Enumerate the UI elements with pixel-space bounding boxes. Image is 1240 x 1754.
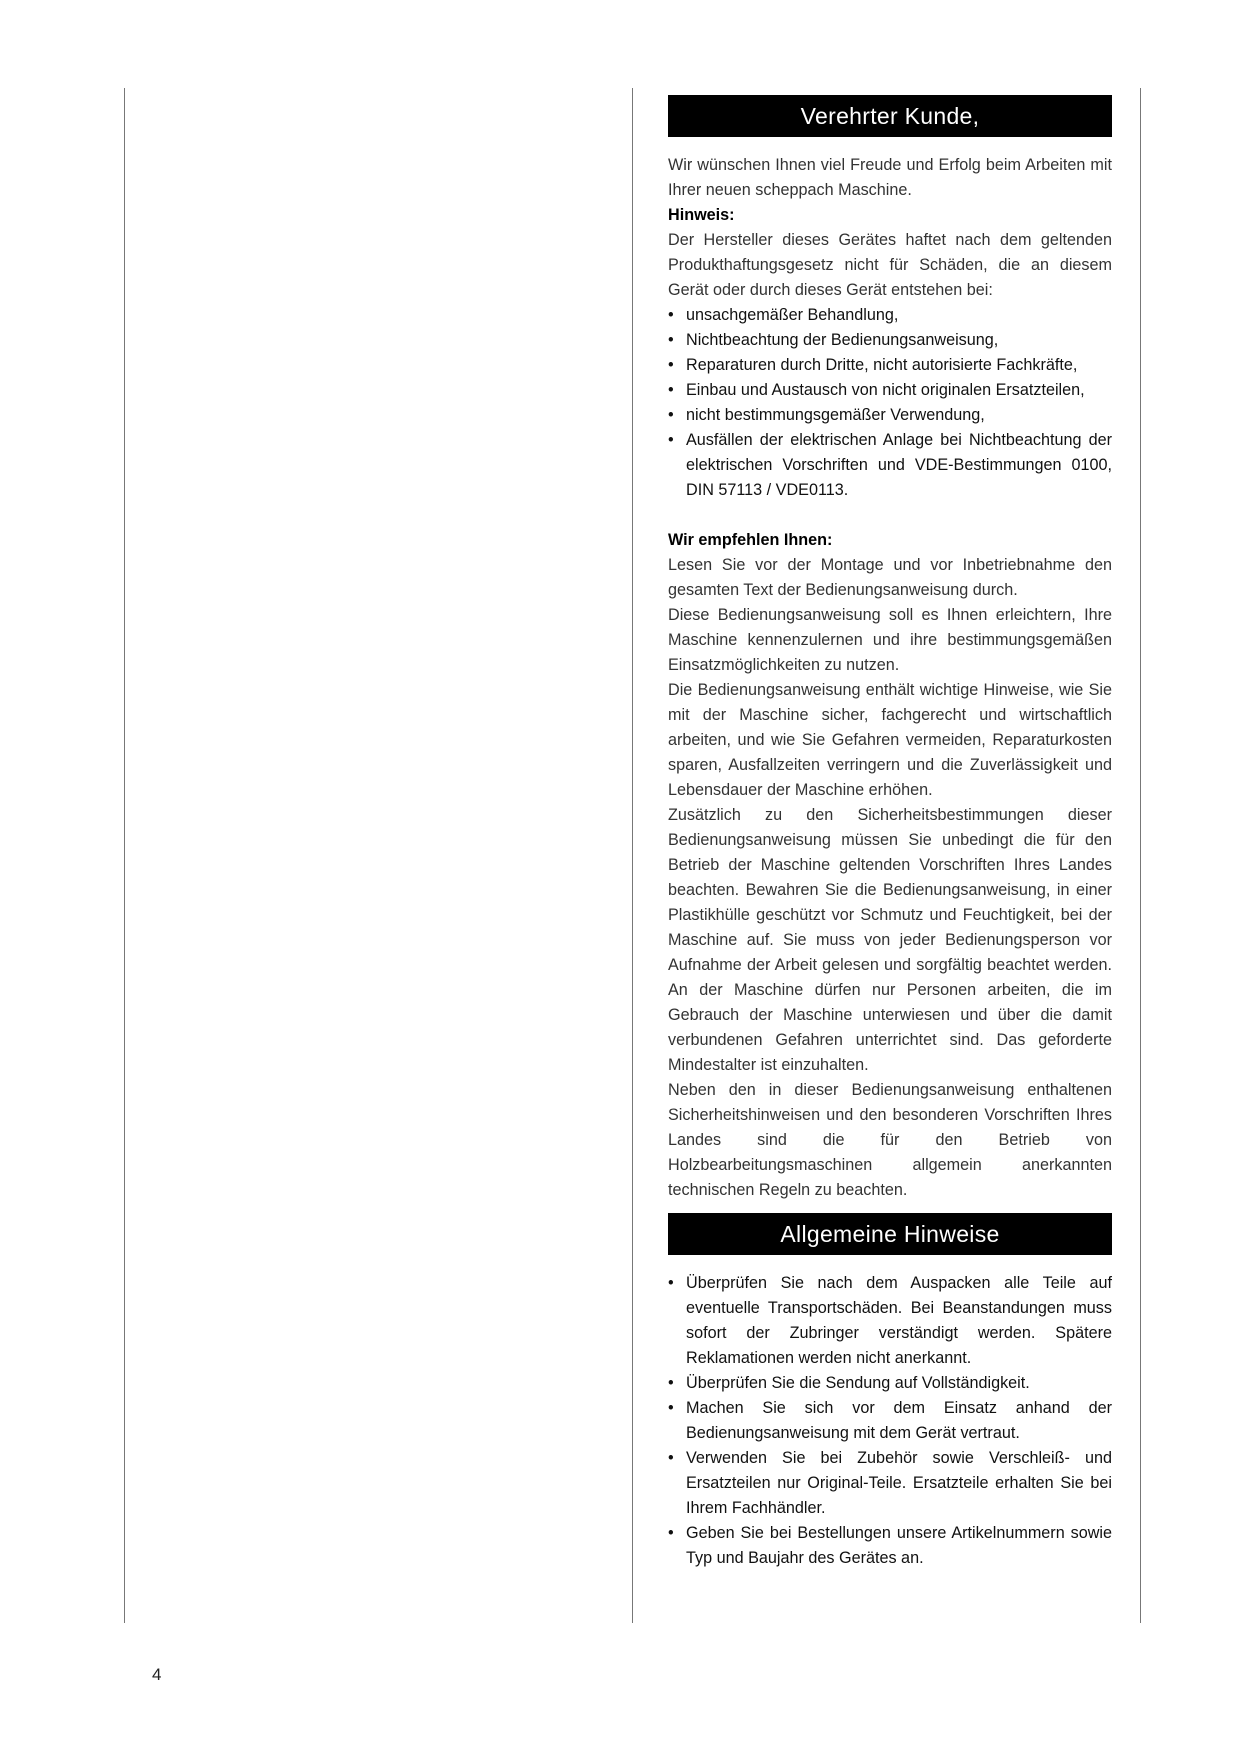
section2-body	[668, 1271, 1112, 1571]
intro-text: Wir wünschen Ihnen viel Freude und Erfolg beim Arbeiten mit Ihrer neuen scheppach Maschine.	[668, 156, 1112, 199]
recommend-heading: Wir empfehlen Ihnen:	[668, 531, 833, 549]
list-item: • Geben Sie bei Bestellungen unsere Artikelnummern sowie Typ und Baujahr des Gerätes an.	[668, 1521, 1112, 1571]
list-item: • Ausfällen der elektrischen Anlage bei Nichtbeachtung der elektrischen Vorschriften und VDE-Bestimmungen 0100, DIN 57113 / VDE0113.	[668, 428, 1112, 503]
list-item: • nicht bestimmungsgemäßer Verwendung,	[668, 403, 1112, 428]
right-column-rule	[1140, 88, 1141, 1623]
list-item: • unsachgemäßer Behandlung,	[668, 303, 1112, 328]
section1-body	[668, 153, 1112, 1203]
liability-list	[668, 303, 1112, 503]
list-item: • Machen Sie sich vor dem Einsatz anhand der Bedienungsanweisung mit dem Gerät vertraut.	[668, 1396, 1112, 1446]
paragraph: Zusätzlich zu den Sicherheitsbestimmungen dieser Bedienungsanweisung müssen Sie unbedingt die für den Betrieb der Maschine geltenden Vorschriften Ihres Landes beachten. Bewahren Sie die Bedienungsanweisung, in einer Plastikhülle geschützt vor Schmutz und Feuchtigkeit, bei der Maschine auf. Sie muss von jeder Bedienungsperson vor Aufnahme der Arbeit gelesen und sorgfältig beachtet werden. An der Maschine dürfen nur Personen arbeiten, die im Gebrauch der Maschine unterwiesen und über die damit verbundenen Gefahren unterrichtet sind. Das geforderte Mindestalter ist einzuhalten.	[668, 806, 1112, 1074]
general-notes-list	[668, 1271, 1112, 1571]
middle-column-rule	[632, 88, 633, 1623]
list-item: • Reparaturen durch Dritte, nicht autorisierte Fachkräfte,	[668, 353, 1112, 378]
left-column-rule	[124, 88, 125, 1623]
paragraph: Die Bedienungsanweisung enthält wichtige Hinweise, wie Sie mit der Maschine sicher, fachgerecht und wirtschaftlich arbeiten, und wie Sie Gefahren vermeiden, Reparaturkosten sparen, Ausfallzeiten verringern und die Zuverlässigkeit und Lebensdauer der Maschine erhöhen.	[668, 681, 1112, 799]
list-item: • Überprüfen Sie die Sendung auf Vollständigkeit.	[668, 1371, 1112, 1396]
section-title-allgemeine-hinweise: Allgemeine Hinweise	[668, 1213, 1112, 1255]
note-heading: Hinweis:	[668, 206, 735, 224]
note-text: Der Hersteller dieses Gerätes haftet nach dem geltenden Produkthaftungsgesetz nicht für Schäden, die an diesem Gerät oder durch dieses Gerät entstehen bei:	[668, 231, 1112, 299]
list-item: • Überprüfen Sie nach dem Auspacken alle Teile auf eventuelle Transportschäden. Bei Beanstandungen muss sofort der Zubringer verständigt werden. Spätere Reklamationen werden nicht anerkannt.	[668, 1271, 1112, 1371]
paragraph: Diese Bedienungsanweisung soll es Ihnen erleichtern, Ihre Maschine kennenzulernen und ihre bestimmungsgemäßen Einsatzmöglichkeiten zu nutzen.	[668, 606, 1112, 674]
paragraph: Neben den in dieser Bedienungsanweisung enthaltenen Sicherheitshinweisen und den besonderen Vorschriften Ihres Landes sind die für den Betrieb von Holzbearbeitungsmaschinen allgemein anerkannten technischen Regeln zu beachten.	[668, 1081, 1112, 1199]
section-title-verehrter-kunde: Verehrter Kunde,	[668, 95, 1112, 137]
paragraph: Lesen Sie vor der Montage und vor Inbetriebnahme den gesamten Text der Bedienungsanweisung durch.	[668, 556, 1112, 599]
spacer	[668, 503, 1112, 528]
list-item: • Nichtbeachtung der Bedienungsanweisung,	[668, 328, 1112, 353]
page-number: 4	[152, 1665, 162, 1684]
right-text-column	[668, 95, 1112, 1571]
list-item: • Verwenden Sie bei Zubehör sowie Verschleiß- und Ersatzteilen nur Original-Teile. Ersatzteile erhalten Sie bei Ihrem Fachhändler.	[668, 1446, 1112, 1521]
list-item: • Einbau und Austausch von nicht originalen Ersatzteilen,	[668, 378, 1112, 403]
